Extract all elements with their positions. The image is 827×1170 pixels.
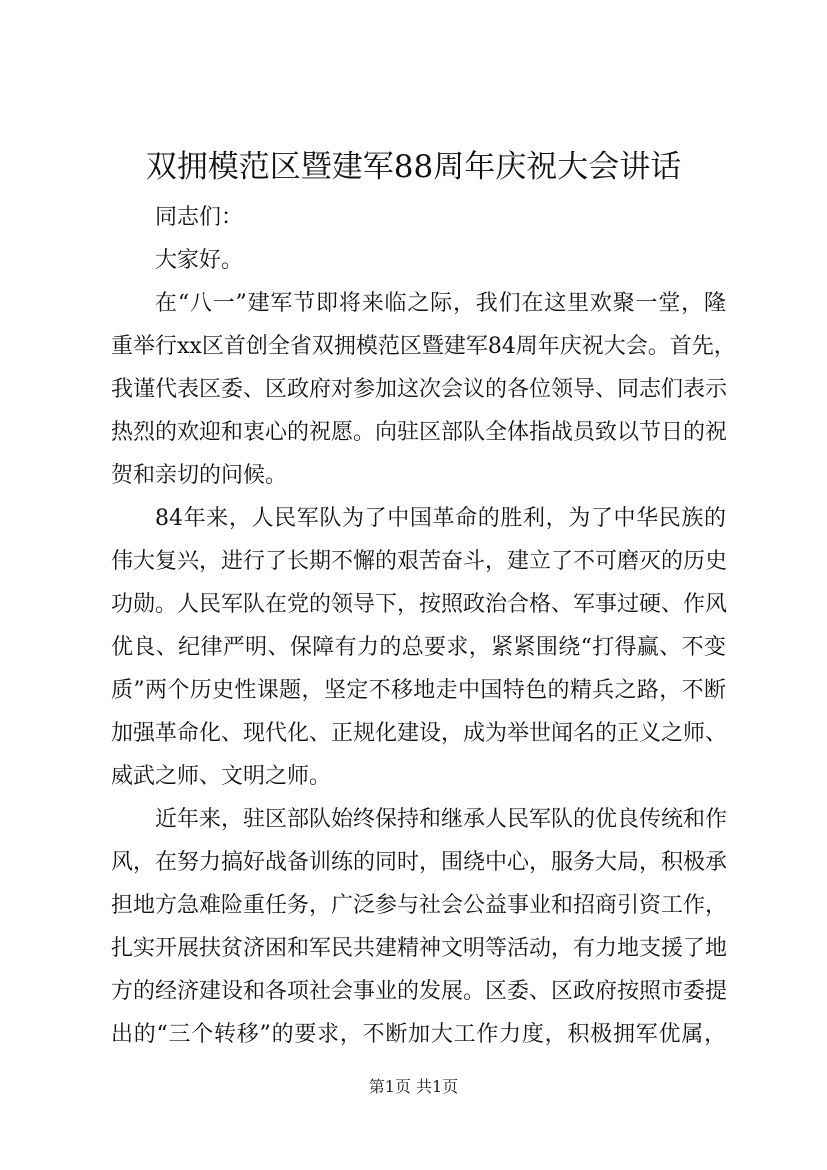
paragraph-line: 加强革命化、现代化、正规化建设，成为举世闻名的正义之师、 [111, 721, 728, 746]
paragraph-line: 功勋。人民军队在党的领导下，按照政治合格、军事过硬、作风 [111, 592, 728, 617]
document-title: 双拥模范区暨建军88周年庆祝大会讲话 [145, 149, 682, 185]
paragraph-line: 贺和亲切的问候。 [111, 463, 288, 488]
greeting-line: 大家好。 [155, 248, 244, 273]
paragraph-line: 担地方急难险重任务，广泛参与社会公益事业和招商引资工作， [111, 893, 728, 918]
paragraph-line: 在“八一”建军节即将来临之际，我们在这里欢聚一堂，隆 [155, 291, 726, 316]
document-body [111, 196, 736, 1056]
salutation-line: 同志们： [155, 205, 244, 230]
paragraph-line: 84年来，人民军队为了中国革命的胜利，为了中华民族的 [155, 506, 726, 531]
paragraph-line: 近年来，驻区部队始终保持和继承人民军队的优良传统和作 [155, 807, 728, 832]
paragraph-line: 质”两个历史性课题，坚定不移地走中国特色的精兵之路，不断 [111, 678, 726, 703]
paragraph-line: 方的经济建设和各项社会事业的发展。区委、区政府按照市委提 [111, 979, 728, 1004]
paragraph-line: 出的“三个转移”的要求，不断加大工作力度，积极拥军优属， [111, 1022, 726, 1047]
page-number-footer: 第1页 共1页 [368, 1077, 459, 1096]
paragraph-line: 扎实开展扶贫济困和军民共建精神文明等活动，有力地支援了地 [111, 936, 728, 961]
paragraph-line: 伟大复兴，进行了长期不懈的艰苦奋斗，建立了不可磨灭的历史 [111, 549, 728, 574]
paragraph-line: 威武之师、文明之师。 [111, 764, 332, 789]
paragraph-line: 热烈的欢迎和衷心的祝愿。向驻区部队全体指战员致以节日的祝 [111, 420, 728, 445]
paragraph-line: 重举行xx区首创全省双拥模范区暨建军84周年庆祝大会。首先， [111, 334, 736, 359]
paragraph-line: 风，在努力搞好战备训练的同时，围绕中心，服务大局，积极承 [111, 850, 728, 875]
paragraph-line: 优良、纪律严明、保障有力的总要求，紧紧围绕“打得赢、不变 [111, 635, 726, 660]
paragraph-line: 我谨代表区委、区政府对参加这次会议的各位领导、同志们表示 [111, 377, 728, 402]
